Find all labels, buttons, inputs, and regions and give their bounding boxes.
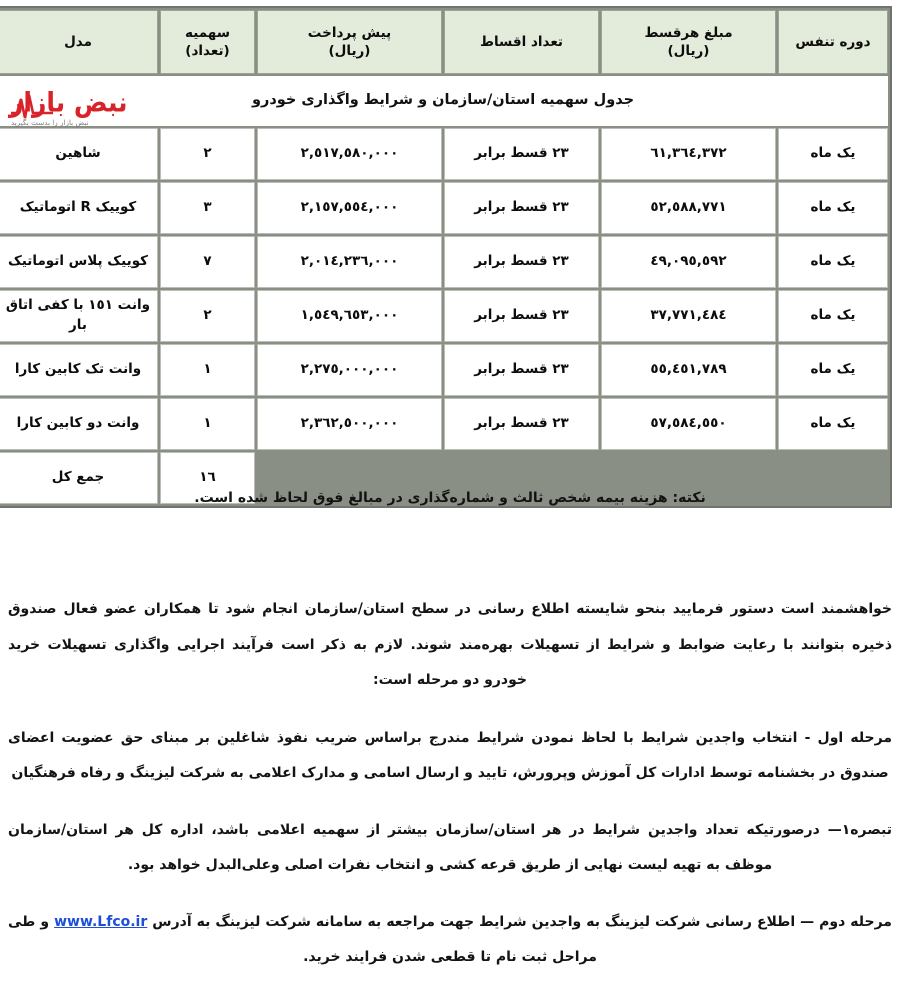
cell-model: کوییک پلاس اتوماتیک [0, 236, 158, 288]
cell-pish-pardakht: ٢,١٥٧,٥٥٤,٠٠٠ [257, 182, 442, 234]
cell-tedad-aghsat: ٢٣ قسط برابر [444, 236, 599, 288]
table-row [0, 290, 888, 342]
total-label: جمع کل [0, 452, 158, 504]
table-row [0, 236, 888, 288]
phase-two-text-before: مرحله دوم — اطلاع رسانی شرکت لیزینگ به واجدین شرایط جهت مراجعه به سامانه شرکت لیزینگ به آدرس [147, 914, 892, 931]
cell-model: کوییک R اتوماتیک [0, 182, 158, 234]
table-row [0, 344, 888, 396]
cell-sahmieh: ٢ [160, 290, 255, 342]
cell-pish-pardakht: ٢,٥١٧,٥٨٠,٠٠٠ [257, 128, 442, 180]
cell-tedad-aghsat: ٢٣ قسط برابر [444, 344, 599, 396]
cell-pish-pardakht: ٢,٠١٤,٢٣٦,٠٠٠ [257, 236, 442, 288]
site-logo [5, 79, 187, 135]
cell-sahmieh: ٢ [160, 128, 255, 180]
cell-doreh-tanafos: یک ماه [778, 290, 888, 342]
cell-mablagh-har-ghest: ٦١,٣٦٤,٣٧٢ [601, 128, 776, 180]
logo-brand-text: نبض بازار [9, 86, 128, 119]
heartbeat-pulse-icon [11, 93, 53, 119]
total-value: ١٦ [160, 452, 255, 504]
lfco-website-link[interactable]: www.Lfco.ir [54, 914, 148, 931]
page-title: جدول سهمیه استان/سازمان و شرایط واگذاری خودرو [251, 92, 635, 109]
cell-tedad-aghsat: ٢٣ قسط برابر [444, 398, 599, 450]
paragraph-intro: خواهشمند است دستور فرمایید بنحو شایسته اطلاع رسانی در سطح استان/سازمان انجام شود تا همکاران عضو فعال صندوق ذخیره بتوانند با رعایت ضوابط و شرایط از تسهیلات بهره‌مند شوند. لازم به ذکر است فرآیند اجرایی واگذاری تسهیلات خرید خودرو دو مرحله است: [8, 601, 892, 689]
cell-mablagh-har-ghest: ٤٩,٠٩٥,٥٩٢ [601, 236, 776, 288]
column-header-model: مدل [0, 10, 158, 74]
insurance-note: نکته: هزینه بیمه شخص ثالث و شماره‌گذاری در مبالغ فوق لحاظ شده است. [194, 490, 706, 506]
cell-mablagh-har-ghest: ٣٧,٧٧١,٤٨٤ [601, 290, 776, 342]
column-header-mablagh-har-ghest: مبلغ هرقسط (ریال) [601, 10, 776, 74]
paragraph-phase-two [8, 905, 892, 975]
cell-doreh-tanafos: یک ماه [778, 182, 888, 234]
column-header-sahmieh: سهمیه (تعداد) [160, 10, 255, 74]
cell-model: شاهین [0, 128, 158, 180]
cell-mablagh-har-ghest: ٥٢,٥٨٨,٧٧١ [601, 182, 776, 234]
cell-mablagh-har-ghest: ٥٥,٤٥١,٧٨٩ [601, 344, 776, 396]
cell-tedad-aghsat: ٢٣ قسط برابر [444, 128, 599, 180]
cell-model: وانت دو کابین کارا [0, 398, 158, 450]
cell-mablagh-har-ghest: ٥٧,٥٨٤,٥٥٠ [601, 398, 776, 450]
quota-table [0, 6, 892, 508]
quota-table-container [5, 6, 892, 508]
cell-doreh-tanafos: یک ماه [778, 344, 888, 396]
quota-table-body [0, 128, 888, 504]
column-header-doreh-tanafos: دوره تنفس [778, 10, 888, 74]
table-row [0, 182, 888, 234]
table-row [0, 398, 888, 450]
cell-pish-pardakht: ١,٥٤٩,٦٥٣,٠٠٠ [257, 290, 442, 342]
cell-tedad-aghsat: ٢٣ قسط برابر [444, 290, 599, 342]
column-header-tedad-aghsat: تعداد اقساط [444, 10, 599, 74]
cell-model: وانت ١٥١ با کفی اتاق بار [0, 290, 158, 342]
column-header-pish-pardakht: پیش پرداخت (ریال) [257, 10, 442, 74]
cell-doreh-tanafos: یک ماه [778, 128, 888, 180]
table-title-cell [0, 76, 888, 126]
paragraph-phase-one: مرحله اول - انتخاب واجدین شرایط با لحاظ نمودن شرایط مندرج براساس ضریب نفوذ شاغلین بر مبنای حق عضویت اعضای صندوق در بخشنامه توسط ادارات کل آموزش وپرورش، تایید و ارسال اسامی و مدارک اعلامی به شرکت لیزینگ و رفاه فرهنگیان [8, 730, 892, 782]
cell-doreh-tanafos: یک ماه [778, 236, 888, 288]
cell-sahmieh: ٧ [160, 236, 255, 288]
cell-sahmieh: ١ [160, 398, 255, 450]
cell-tedad-aghsat: ٢٣ قسط برابر [444, 182, 599, 234]
cell-sahmieh: ١ [160, 344, 255, 396]
cell-pish-pardakht: ٢,٣٦٢,٥٠٠,٠٠٠ [257, 398, 442, 450]
cell-sahmieh: ٣ [160, 182, 255, 234]
paragraph-tabsare-one: تبصره۱— درصورتیکه تعداد واجدین شرایط در هر استان/سازمان بیشتر از سهمیه اعلامی باشد، اداره کل هر استان/سازمان موظف به تهیه لیست نهایی از طریق قرعه کشی و انتخاب نفرات اصلی وعلی‌البدل خواهد بود. [8, 822, 892, 874]
phase-two-text-after: و طی مراحل ثبت نام تا قطعی شدن فرایند خرید. [8, 914, 597, 966]
table-title-row [0, 76, 888, 126]
cell-doreh-tanafos: یک ماه [778, 398, 888, 450]
table-header-row [0, 10, 888, 74]
cell-model: وانت تک کابین کارا [0, 344, 158, 396]
cell-pish-pardakht: ٢,٢٧٥,٠٠٠,٠٠٠ [257, 344, 442, 396]
table-row [0, 128, 888, 180]
body-text-block [0, 592, 900, 997]
logo-tagline: نبض بازار را بدست بگیرید [11, 118, 89, 127]
